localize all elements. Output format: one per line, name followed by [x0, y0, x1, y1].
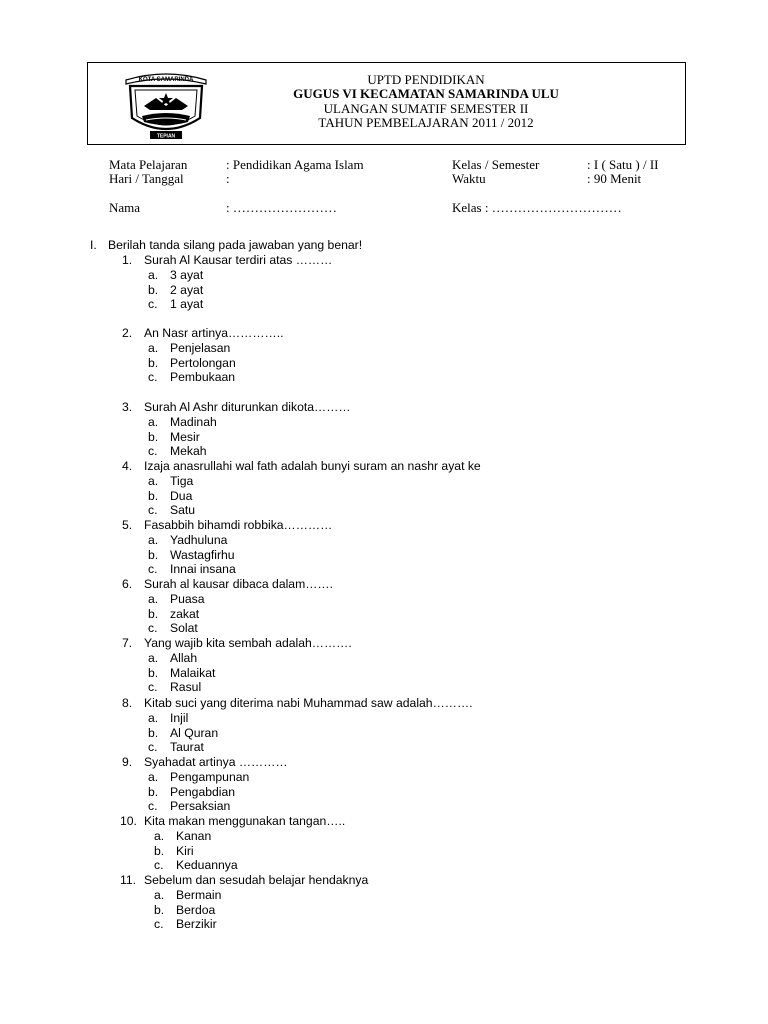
time-label: Waktu [452, 171, 486, 186]
option-letter: c. [148, 370, 158, 385]
option-letter: a. [148, 532, 159, 547]
question-number: 10. [120, 814, 137, 828]
question-number: 11. [120, 873, 137, 887]
answer-option: Malaikat [170, 665, 216, 680]
subject-label: Mata Pelajaran [109, 157, 188, 172]
option-letter: a. [154, 887, 165, 902]
question-text: Sebelum dan sesudah belajar hendaknya [144, 873, 369, 887]
header-line-3: ULANGAN SUMATIF SEMESTER II [323, 101, 529, 116]
answer-option: Innai insana [170, 562, 236, 577]
question-text: An Nasr artinya………….. [144, 326, 284, 340]
answer-option: zakat [170, 606, 200, 621]
class-semester-label: Kelas / Semester [452, 157, 540, 172]
answer-option: Puasa [170, 591, 205, 606]
option-letter: c. [148, 740, 158, 755]
answer-option: Madinah [170, 414, 217, 429]
answer-option: Pengabdian [170, 784, 236, 799]
option-letter: b. [154, 843, 165, 858]
option-letter: c. [148, 444, 158, 459]
option-letter: b. [148, 429, 159, 444]
option-letter: a. [154, 828, 165, 843]
option-letter: c. [148, 297, 158, 312]
option-letter: c. [148, 562, 158, 577]
city-emblem-logo [116, 66, 216, 146]
option-letter: a. [148, 710, 159, 725]
header-line-1: UPTD PENDIDIKAN [367, 72, 485, 87]
answer-option: Pengampunan [170, 769, 250, 784]
question-number: 4. [122, 459, 133, 473]
option-letter: a. [148, 650, 159, 665]
answer-option: Taurat [170, 740, 204, 755]
option-letter: c. [154, 858, 164, 873]
question-text: Kitab suci yang diterima nabi Muhammad saw adalah………. [144, 696, 473, 710]
day-date-value: : [226, 171, 230, 186]
answer-option: Injil [170, 710, 189, 725]
logo-text-top: KOTA SAMARINDA [138, 77, 194, 83]
question-number: 5. [122, 518, 133, 532]
question-number: 6. [122, 577, 133, 591]
logo-text-bottom: TEPIAN [156, 133, 176, 140]
question-text: Kita makan menggunakan tangan….. [144, 814, 346, 828]
header-line-4: TAHUN PEMBELAJARAN 2011 / 2012 [318, 115, 534, 130]
option-letter: b. [148, 547, 159, 562]
option-letter: b. [148, 665, 159, 680]
option-letter: b. [148, 606, 159, 621]
question-text: Surah Al Kausar terdiri atas ……… [144, 253, 333, 267]
option-letter: c. [148, 503, 158, 518]
answer-option: Mesir [170, 429, 200, 444]
answer-option: Bermain [176, 887, 222, 902]
header-line-2: GUGUS VI KECAMATAN SAMARINDA ULU [293, 86, 559, 101]
option-letter: a. [148, 414, 159, 429]
question-number: 7. [122, 636, 133, 650]
option-letter: b. [148, 355, 159, 370]
option-letter: b. [148, 784, 159, 799]
answer-option: Dua [170, 488, 193, 503]
question-text: Fasabbih bihamdi robbika………… [144, 518, 333, 532]
answer-option: Keduannya [176, 858, 238, 873]
answer-option: Pertolongan [170, 355, 236, 370]
answer-option: Solat [170, 621, 198, 636]
answer-option: Rasul [170, 680, 202, 695]
option-letter: b. [154, 902, 165, 917]
section-instruction: Berilah tanda silang pada jawaban yang benar! [108, 238, 363, 252]
answer-option: Tiga [170, 473, 194, 488]
question-number: 3. [122, 400, 133, 414]
answer-option: Pembukaan [170, 370, 236, 385]
question-text: Surah Al Ashr diturunkan dikota……… [144, 400, 351, 414]
option-letter: a. [148, 473, 159, 488]
subject-value: : Pendidikan Agama Islam [226, 157, 364, 172]
answer-option: Berzikir [176, 917, 217, 932]
question-number: 9. [122, 755, 133, 769]
option-letter: c. [148, 621, 158, 636]
question-number: 1. [122, 253, 133, 267]
answer-option: Mekah [170, 444, 207, 459]
option-letter: b. [148, 488, 159, 503]
option-letter: a. [148, 769, 159, 784]
option-letter: a. [148, 267, 159, 282]
answer-option: Wastagfirhu [170, 547, 235, 562]
answer-option: Persaksian [170, 799, 231, 814]
question-text: Syahadat artinya ………… [144, 755, 288, 769]
question-text: Izaja anasrullahi wal fath adalah bunyi suram an nashr ayat ke [144, 459, 481, 473]
question-text: Surah al kausar dibaca dalam……. [144, 577, 334, 591]
answer-option: 1 ayat [170, 297, 204, 312]
option-letter: c. [148, 799, 158, 814]
answer-option: Berdoa [176, 902, 216, 917]
option-letter: a. [148, 591, 159, 606]
answer-option: Kiri [176, 843, 194, 858]
question-number: 2. [122, 326, 133, 340]
option-letter: c. [148, 680, 158, 695]
answer-option: Allah [170, 650, 198, 665]
question-number: 8. [122, 696, 133, 710]
answer-option: Yadhuluna [170, 532, 228, 547]
class-field: Kelas : ………………………… [452, 200, 622, 215]
option-letter: c. [154, 917, 164, 932]
name-label: Nama [109, 200, 141, 215]
time-value: : 90 Menit [587, 171, 642, 186]
answer-option: Penjelasan [170, 340, 231, 355]
answer-option: 2 ayat [170, 282, 204, 297]
answer-option: Satu [170, 503, 196, 518]
answer-option: Kanan [176, 828, 212, 843]
section-marker: I. [90, 238, 97, 252]
name-field: : …………………… [226, 200, 337, 215]
option-letter: b. [148, 282, 159, 297]
answer-option: 3 ayat [170, 267, 204, 282]
class-semester-value: : I ( Satu ) / II [587, 157, 659, 172]
option-letter: a. [148, 340, 159, 355]
option-letter: b. [148, 725, 159, 740]
answer-option: Al Quran [170, 725, 219, 740]
day-date-label: Hari / Tanggal [109, 171, 184, 186]
question-text: Yang wajib kita sembah adalah………. [144, 636, 352, 650]
